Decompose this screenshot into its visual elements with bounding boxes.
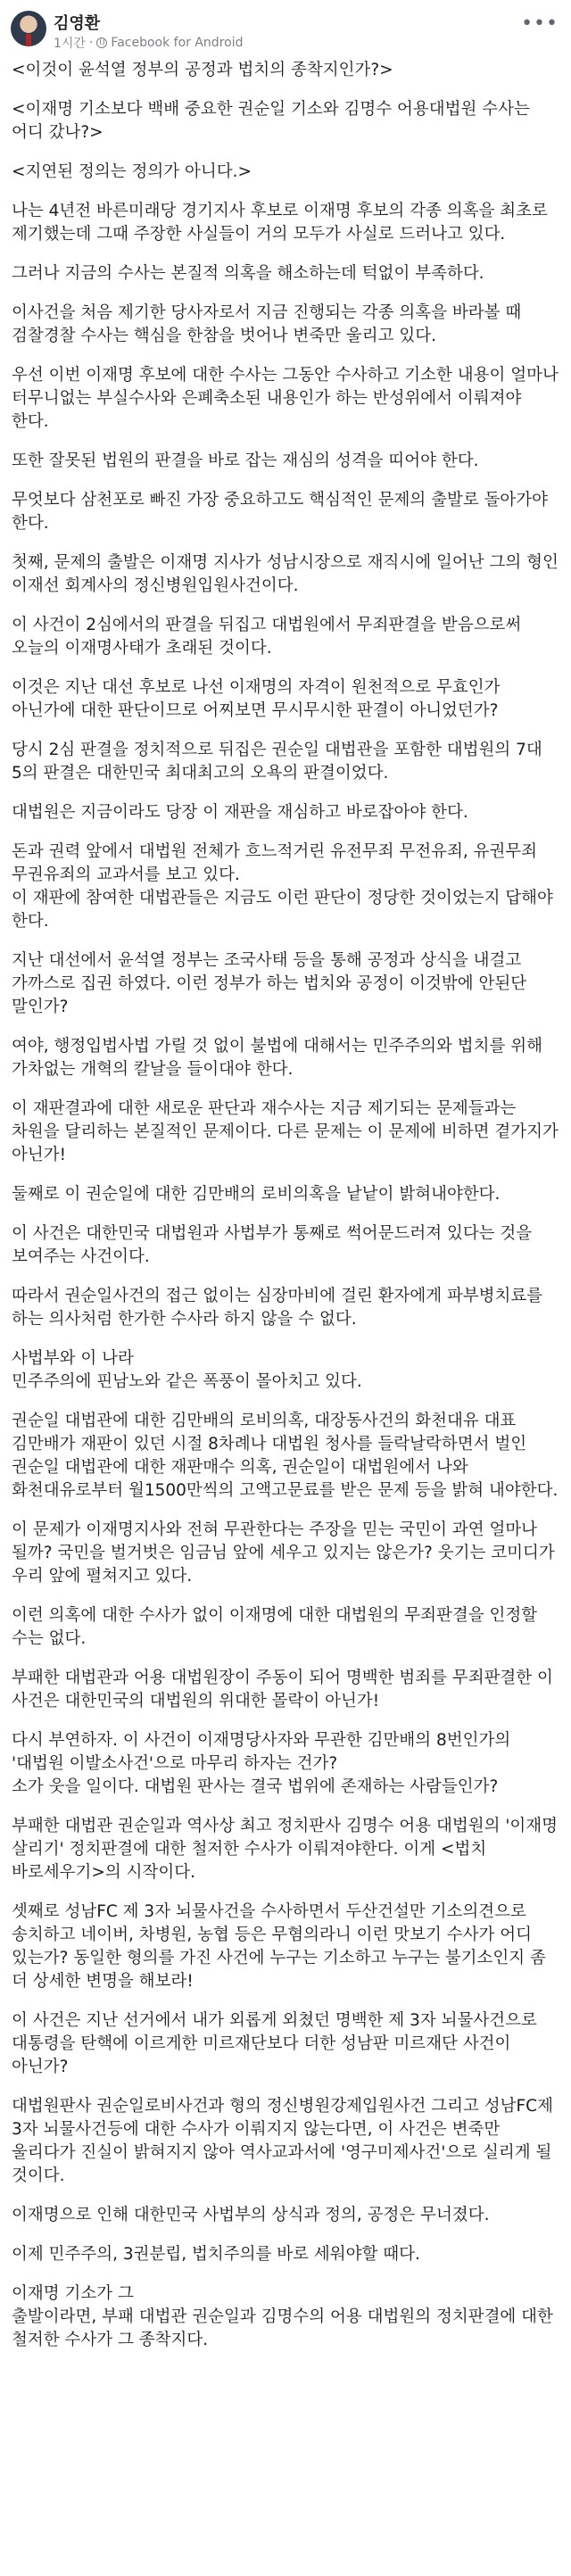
post-paragraph: 이것은 지난 대선 후보로 나선 이재명의 자격이 원천적으로 무효인가 아닌가에 대한 판단이므로 어찌보면 무시무시한 판결이 아니었던가? (12, 678, 501, 720)
author-avatar[interactable] (11, 11, 46, 46)
post-paragraph: 이 사건이 2심에서의 판결을 뒤집고 대법원에서 무죄판결을 받음으로써 오늘의 이재명사태가 초래된 것이다. (12, 616, 522, 658)
meta-separator: · (88, 36, 94, 50)
post-paragraph: 이 재판결과에 대한 새로운 판단과 재수사는 지금 제기되는 문제들과는 차원을 달리하는 본질적인 문제이다. 다른 문제는 이 문제에 비하면 곁가지가 아닌가! (12, 1099, 559, 1164)
post-paragraph: 대법원판사 권순일로비사건과 형의 정신병원강제입원사건 그리고 성남FC제 3자 뇌물사건등에 대한 수사가 이뤄지지 않는다면, 이 사건은 변죽만 울리다가 진실이 밝혀지지 않아 역사교과서에 '영구미제사건'으로 실리게 될 것이다. (12, 2097, 553, 2185)
post-paragraph: 권순일 대법관에 대한 김만배의 로비의혹, 대장동사건의 화천대유 대표 김만배가 재판이 있던 시절 8차례나 대법원 청사를 들락날락하면서 벌인 권순일 대법관에 대한 재판매수 의혹, 권순일이 대법원에서 나와 화천대유로부터 월1500만씩의 고액고문료를 받은 문제 등을 밝혀 내야한다. (12, 1412, 559, 1500)
post-paragraph: 여야, 행정입법사법 가릴 것 없이 불법에 대해서는 민주주의와 법치를 위해 가차없는 개혁의 칼날을 들이대야 한다. (12, 1037, 542, 1079)
post-paragraph: 이재명으로 인해 대한민국 사법부의 상식과 정의, 공정은 무너졌다. (12, 2206, 490, 2224)
avatar-tie-detail (26, 34, 31, 46)
post-paragraph: <지연된 정의는 정의가 아니다.> (12, 162, 252, 181)
post-paragraph: 또한 잘못된 법원의 판결을 바로 잡는 재심의 성격을 띠어야 한다. (12, 451, 479, 470)
post-paragraph: 돈과 권력 앞에서 대법원 전체가 흐느적거린 유전무죄 무전유죄, 유권무죄 무권유죄의 교과서를 보고 있다. 이 재판에 참여한 대법관들은 지금도 이런 판단이 정당한 것이었는지 답해야 한다. (12, 842, 553, 931)
post-paragraph: 이 문제가 이재명지사와 전혀 무관한다는 주장을 믿는 국민이 과연 얼마나 될까? 국민을 벌거벗은 임금님 앞에 세우고 있지는 않은가? 웃기는 코미디가 우리 앞에 펼쳐지고 있다. (12, 1520, 555, 1586)
post-paragraph: 사법부와 이 나라 민주주의에 핀남노와 같은 폭풍이 몰아치고 있다. (12, 1349, 362, 1391)
post-paragraph: 지난 대선에서 윤석열 정부는 조국사태 등을 통해 공정과 상식을 내걸고 가까스로 집권 하였다. 이런 정부가 하는 법치와 공정이 이것밖에 안된단 말인가? (12, 951, 527, 1016)
more-options-icon[interactable]: ••• (521, 12, 559, 35)
post-paragraph: 우선 이번 이재명 후보에 대한 수사는 그동안 수사하고 기소한 내용이 얼마나 터무니없는 부실수사와 은폐축소된 내용인가 하는 반성위에서 이뤄져야 한다. (12, 366, 559, 431)
post-paragraph: 당시 2심 판결을 정치적으로 뒤집은 권순일 대법관을 포함한 대법원의 7대 5의 판결은 대한민국 최대최고의 오욕의 판결이었다. (12, 741, 542, 783)
post-paragraph: 이런 의혹에 대한 수사가 없이 이재명에 대한 대법원의 무죄판결을 인정할 수는 없다. (12, 1606, 538, 1648)
post-paragraph: 다시 부연하자. 이 사건이 이재명당사자와 무관한 김만배의 8번인가의 '대법원 이발소사건'으로 마무리 하자는 건가? 소가 웃을 일이다. 대법원 판사는 결국 법위에 존재하는 사람들인가? (12, 1731, 511, 1796)
post-paragraph: <이것이 윤석열 정부의 공정과 법치의 종착지인가?> (12, 61, 393, 79)
post-paragraph: 이사건을 처음 제기한 당사자로서 지금 진행되는 각종 의혹을 바라볼 때 검찰경찰 수사는 핵심을 한참을 벗어나 변죽만 울리고 있다. (12, 303, 522, 345)
globe-icon (96, 37, 107, 48)
post-paragraph: 첫째, 문제의 출발은 이재명 지사가 성남시장으로 재직시에 일어난 그의 형인 이재선 회계사의 정신병원입원사건이다. (12, 553, 559, 595)
post-paragraph: 부패한 대법관 권순일과 역사상 최고 정치판사 김명수 어용 대법원의 '이재명 살리기' 정치판결에 대한 철저한 수사가 이뤄져야한다. 이게 <법치 바로세우기>의 시작이다. (12, 1817, 559, 1882)
post-header (0, 0, 571, 59)
author-name[interactable]: 김영환 (54, 14, 101, 33)
post-paragraph: 그러나 지금의 수사는 본질적 의혹을 해소하는데 턱없이 부족하다. (12, 264, 484, 283)
post-meta (54, 34, 243, 52)
post-paragraph: 이재명 기소가 그 출발이라면, 부패 대법관 권순일과 김명수의 어용 대법원의 정치판결에 대한 철저한 수사가 그 종착지다. (12, 2284, 553, 2349)
post-paragraph: 따라서 권순일사건의 접근 없이는 심장마비에 걸린 환자에게 파부병치료를 하는 의사처럼 한가한 수사라 하지 않을 수 없다. (12, 1287, 543, 1329)
post-paragraph: 셋째로 성남FC 제 3자 뇌물사건을 수사하면서 두산건설만 기소의견으로 송치하고 네이버, 차병원, 농협 등은 무혐의라니 이런 맛보기 수사가 어디 있는가? 동일한 형의를 가진 사건에 누구는 기소하고 누구는 불기소인지 좀 더 상세한 변명을 해보라! (12, 1902, 546, 1991)
post-time[interactable]: 1시간 (54, 37, 86, 51)
post-paragraph: 부패한 대법관과 어용 대법원장이 주동이 되어 명백한 범죄를 무죄판결한 이 사건은 대한민국의 대법원의 위대한 몰락이 아닌가! (12, 1669, 553, 1710)
post-source: Facebook for Android (111, 36, 244, 50)
post-paragraph: 대법원은 지금이라도 당장 이 재판을 재심하고 바로잡아야 한다. (12, 803, 468, 822)
post-paragraph: 무엇보다 삼천포로 빠진 가장 중요하고도 핵심적인 문제의 출발로 돌아가야 한다. (12, 491, 549, 533)
post-paragraph: 둘째로 이 권순일에 대한 김만배의 로비의혹을 낱낱이 밝혀내야한다. (12, 1185, 501, 1204)
post-paragraph: <이재명 기소보다 백배 중요한 권순일 기소와 김명수 어용대법원 수사는 어디 갔나?> (12, 100, 530, 142)
post-paragraph: 이제 민주주의, 3권분립, 법치주의를 바로 세워야할 때다. (12, 2245, 420, 2264)
post-paragraph: 이 사건은 대한민국 대법원과 사법부가 통째로 썩어문드러져 있다는 것을 보여주는 사건이다. (12, 1224, 533, 1266)
post-paragraph: 이 사건은 지난 선거에서 내가 외롭게 외쳤던 명백한 제 3자 뇌물사건으로 대통령을 탄핵에 이르게한 미르재단보다 더한 성남판 미르재단 사건이 아닌가? (12, 2011, 537, 2076)
post-paragraph: 나는 4년전 바른미래당 경기지사 후보로 이재명 후보의 각종 의혹을 최초로 제기했는데 그때 주장한 사실들이 거의 모두가 사실로 드러나고 있다. (12, 202, 548, 244)
post-body (0, 59, 571, 2352)
